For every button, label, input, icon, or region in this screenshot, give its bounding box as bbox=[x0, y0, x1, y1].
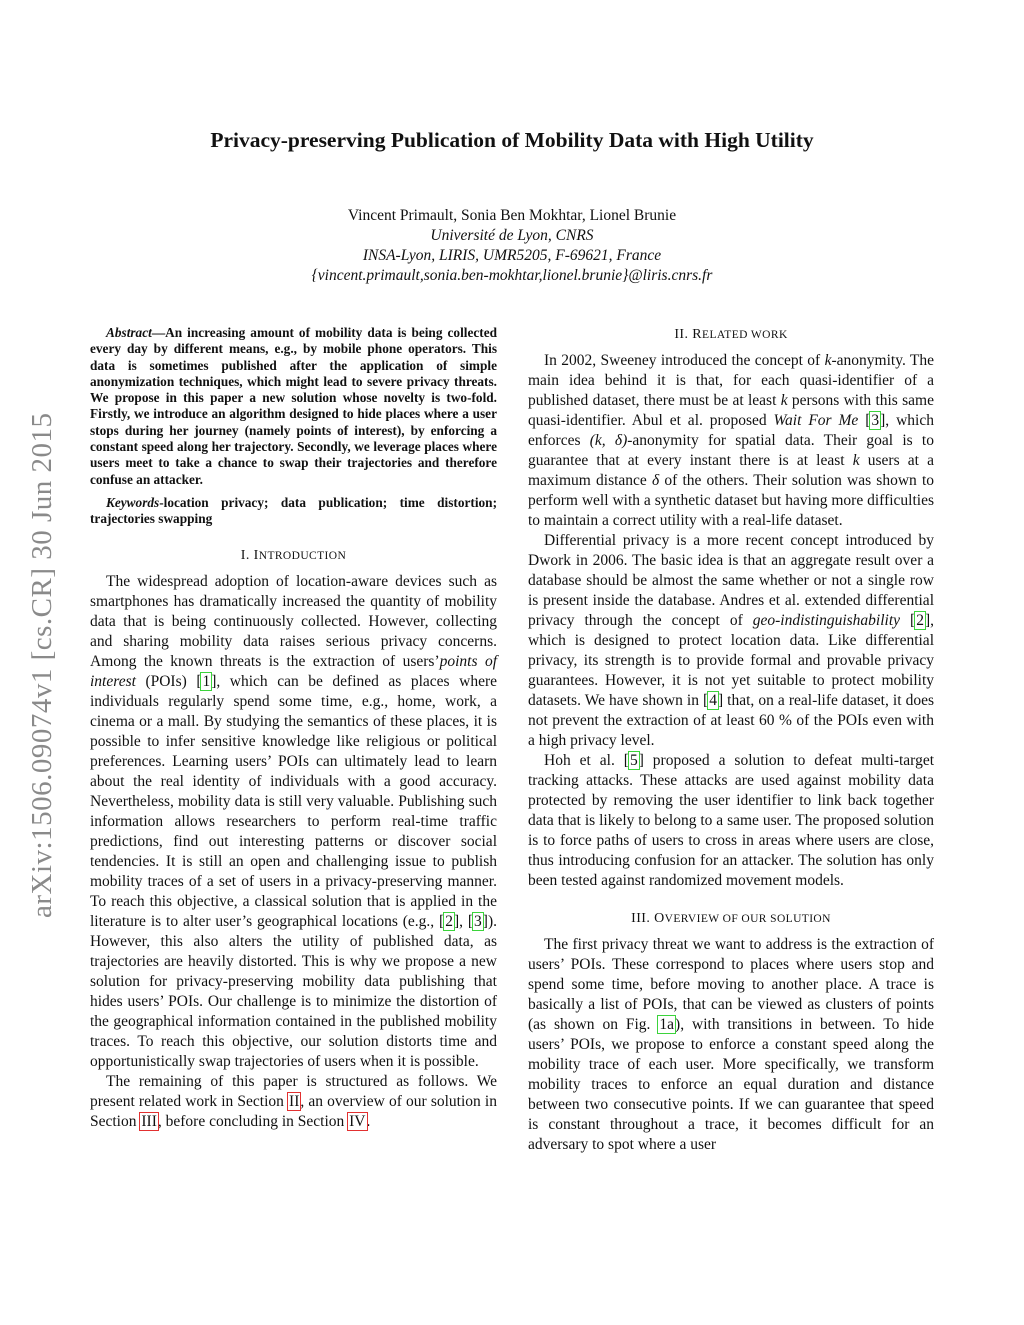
citation-link-5[interactable]: 5 bbox=[629, 752, 638, 769]
section-heading-introduction: I. INTRODUCTION bbox=[240, 547, 347, 563]
related-paragraph-3: Hoh et al. [5] proposed a solution to defeat multi-target tracking attacks. These attacks are used against mobility data protected by removing the user identifier to link back together data that is likely to belong to a same user. The proposed solution is to force paths of users to cross in areas where users are close, thus introducing confusion for an attacker. The solution has only been tested against randomized movement models. bbox=[528, 752, 935, 889]
abstract bbox=[90, 325, 497, 488]
arxiv-stamp: arXiv:1506.09074v1 [cs.CR] 30 Jun 2015 bbox=[26, 412, 58, 918]
citation-link-1[interactable]: 1 bbox=[202, 672, 211, 690]
citation-link-4[interactable]: 4 bbox=[709, 692, 717, 709]
author-names: Vincent Primault, Sonia Ben Mokhtar, Lionel Brunie bbox=[347, 207, 677, 224]
section-heading-overview: III. OVERVIEW OF OUR SOLUTION bbox=[631, 911, 831, 926]
section-link-iii[interactable]: III bbox=[141, 1112, 157, 1130]
abstract-lead: Abstract bbox=[106, 325, 152, 340]
citation-link-3b[interactable]: 3 bbox=[871, 412, 880, 429]
citation-link-2b[interactable]: 2 bbox=[916, 612, 924, 629]
related-paragraph-2: Differential privacy is a more recent concept introduced by Dwork in 2006. The basic idea is that an aggregate result over a database should be almost the same whether or not a single row is present inside the database. Andres et al. extended differential privacy through the concept of geo-indistinguishability [2], which is designed to protect location data. Like differential privacy, its strength is to provide formal and provable privacy guarantees. However, it is not yet suitable to protect mobility datasets. We have shown in [4] that, on a real-life dataset, it does not prevent the extraction of at least 60 % of the POIs even with a high privacy level. bbox=[528, 532, 934, 749]
citation-link-2[interactable]: 2 bbox=[445, 912, 453, 930]
paper-title: Privacy-preserving Publication of Mobility Data with High Utility bbox=[210, 128, 814, 152]
keywords bbox=[90, 495, 497, 528]
overview-paragraph-1: The first privacy threat we want to address is the extraction of users’ POIs. These correspond to places where users stop and spend some time, before moving to another place. A trace is basically a list of POIs, that can be viewed as clusters of points (as shown on Fig. 1a), with transitions in between. To hide users’ POIs, we propose to enforce a constant speed along the mobility trace of each user. More specifically, we transform mobility traces to enforce an equal duration and distance between two consecutive points. If we can guarantee that speed is constant throughout a trace, it becomes difficult for an adversary to spot where a user bbox=[528, 936, 934, 1153]
left-column bbox=[90, 325, 497, 1132]
intro-paragraph-1: The widespread adoption of location-aware devices such as smartphones has dramatically increased the quantity of mobility data that is being continuously collected. However, collecting and sharing mobility data raises serious privacy concerns. Among the known threats is the extraction of users’points of interest (POIs) [1], which can be defined as places where individuals regularly spend some time, e.g., home, work, a cinema or a mall. By studying the semantics of these places, it is possible to infer sensitive knowledge like religious or political preferences. Learning users’ POIs can ultimately lead to learn about the real identity of individuals with a good accuracy. Nevertheless, mobility data is still very valuable. Publishing such information allows researchers to perform real-time traffic predictions, find out interesting patterns or discover social tendencies. It is still an open and challenging issue to publish mobility traces of a set of users in a privacy-preserving manner. To reach this objective, a classical solution that is applied in the literature is to alter user’s geographical locations (e.g., [2], [3]). However, this also alters the utility of published data, as trajectories are heavily distorted. This is why we propose a new solution for privacy-preserving mobility data publishing that hides users’ POIs. Our challenge is to minimize the distortion of the geographical information contained in the published mobility traces. To reach this objective, our solution distorts time and opportunistically swap trajectories of users when it is possible. bbox=[90, 572, 497, 1070]
keywords-lead: Keywords bbox=[106, 494, 160, 510]
affiliation-lab: INSA-Lyon, LIRIS, UMR5205, F-69621, France bbox=[362, 247, 662, 264]
right-column bbox=[528, 325, 934, 1155]
section-heading-related-work: II. RELATED WORK bbox=[674, 327, 788, 342]
abstract-text: —An increasing amount of mobility data is being collected every day by different means, e.g., by mobile phone operators. This data is sometimes published after the application of simple anonymization techniques, which might lead to severe privacy threats. We propose in this paper a new solution whose novelty is two-fold. Firstly, we introduce an algorithm designed to hide places where a user stops during her journey (namely points of interest), by enforcing a constant speed along her trajectory. Secondly, we leverage places where users meet to take a chance to swap their trajectories and therefore confuse an attacker. bbox=[90, 325, 497, 487]
intro-paragraph-2: The remaining of this paper is structured as follows. We present related work in Section II, an overview of our solution in Section III, before concluding in Section IV. bbox=[90, 1072, 497, 1130]
author-block bbox=[0, 206, 1024, 286]
citation-link-3[interactable]: 3 bbox=[474, 912, 482, 930]
related-paragraph-1: In 2002, Sweeney introduced the concept of k-anonymity. The main idea behind it is that, for each quasi-identifier of a published dataset, there must be at least k persons with this same quasi-identifier. Abul et al. proposed Wait For Me [3], which enforces (k, δ)-anonymity for spatial data. Their goal is to guarantee that at every instant there is at least k users at a maximum distance δ of the others. Their solution was shown to perform well with a synthetic dataset but having more difficulties to maintain a correct utility with a real-life dataset. bbox=[528, 352, 935, 529]
author-emails: {vincent.primault,sonia.ben-mokhtar,lionel.brunie}@liris.cnrs.fr bbox=[311, 267, 713, 284]
section-link-iv[interactable]: IV bbox=[349, 1112, 366, 1130]
affiliation-university: Université de Lyon, CNRS bbox=[430, 227, 594, 244]
section-link-ii[interactable]: II bbox=[289, 1092, 300, 1110]
figure-link-1a[interactable]: 1a bbox=[659, 1016, 675, 1033]
keywords-text: -location privacy; data publication; time distortion; trajectories swapping bbox=[90, 494, 497, 527]
